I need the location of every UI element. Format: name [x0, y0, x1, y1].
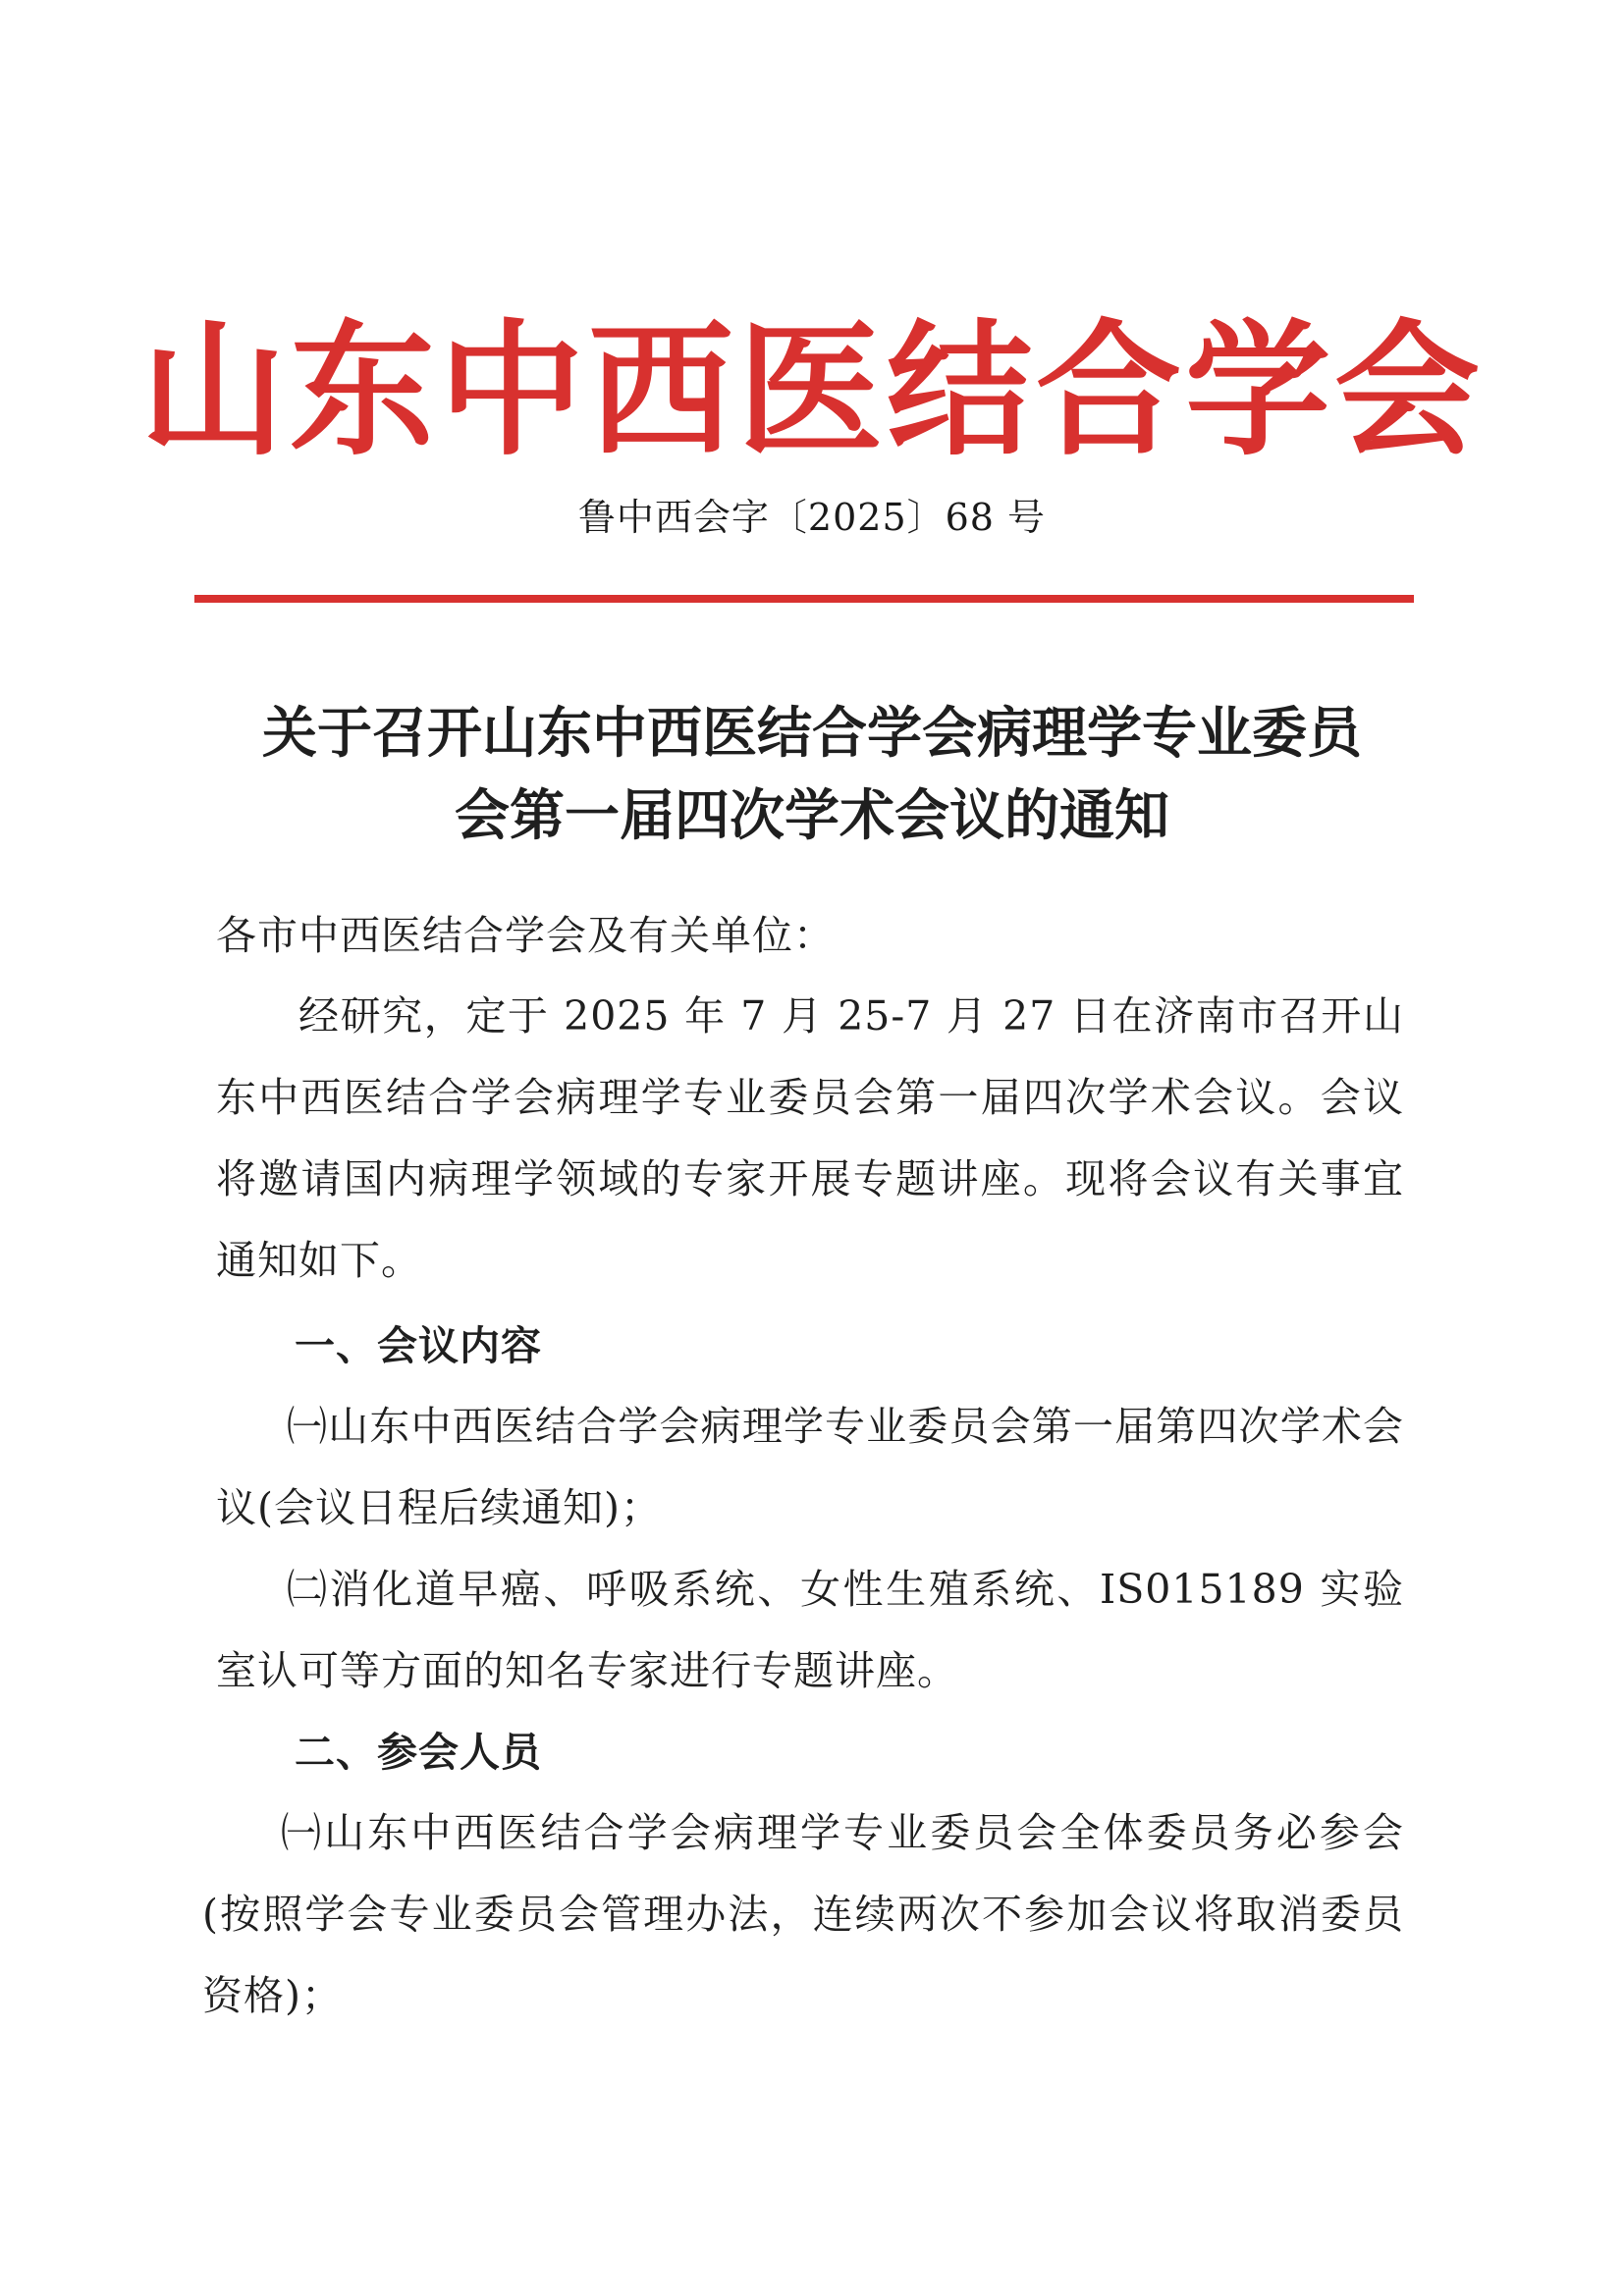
intro-paragraph: 经研究，定于 2025 年 7 月 25-7 月 27 日在济南市召开山东中西医结合学会病理学专业委员会第一届四次学术会议。会议将邀请国内病理学领域的专家开展专题讲座。现将会议有关事宜通知如下。: [216, 992, 1404, 1284]
salutation: 各市中西医结合学会及有关单位：: [216, 912, 835, 959]
document-number: 鲁中西会字〔2025〕68 号: [577, 496, 1047, 539]
section-heading-attendees: 二、参会人员: [295, 1729, 542, 1776]
list-item: ㈡消化道早癌、呼吸系统、女性生殖系统、IS015189 实验室认可等方面的知名专家进行专题讲座。: [216, 1566, 1404, 1694]
letterhead-divider: [194, 595, 1414, 603]
notice-title: 关于召开山东中西医结合学会病理学专业委员会第一届四次学术会议的通知: [262, 702, 1362, 848]
list-item: ㈠山东中西医结合学会病理学专业委员会全体委员务必参会(按照学会专业委员会管理办法，连续两次不参加会议将取消委员资格)；: [202, 1809, 1404, 2019]
section-heading-meeting-content: 一、会议内容: [295, 1322, 542, 1369]
list-item: ㈠山东中西医结合学会病理学专业委员会第一届第四次学术会议(会议日程后续通知)；: [216, 1403, 1404, 1531]
letterhead-organization-name: 山东中西医结合学会: [140, 304, 1484, 475]
